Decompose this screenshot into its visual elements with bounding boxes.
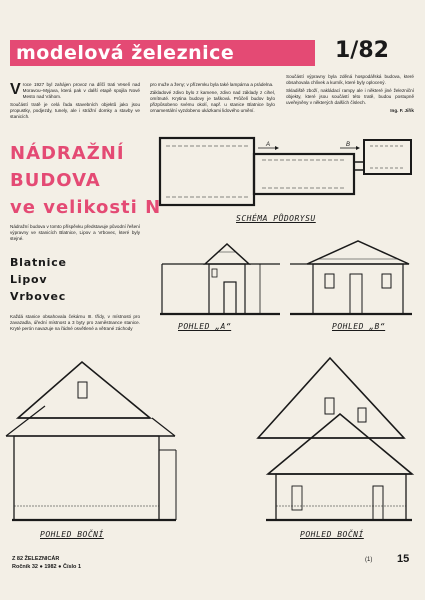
lead-paragraph: Nádražní budova v tomto příspěvku představuje původní řešení výpravny ve stanicích Blatnice, Lipov a Vrbovec, které byly stejné. bbox=[10, 224, 140, 242]
side-view-1-drawing bbox=[6, 362, 176, 520]
section-mark-b: B bbox=[346, 142, 351, 148]
description-paragraph: Každá stanice obsahovala čekárnu III. třídy, v místnosti pro zavazadla, úřední místnost a 3 byty pro zaměstnance stanice. Kryté perón navazuje na řádné osvětlené a větrané záchody bbox=[10, 314, 140, 332]
headline-line-1: NÁDRAŽNÍ bbox=[10, 143, 125, 164]
headline-line-3: ve velikosti N bbox=[10, 197, 162, 218]
magazine-banner: modelová železnice bbox=[10, 40, 315, 66]
author-signature: Ing. F. Jiřík bbox=[390, 108, 414, 114]
caption-side-view-1: POHLED BOČNÍ bbox=[40, 530, 104, 539]
station-name: Blatnice bbox=[10, 256, 67, 269]
station-name: Lipov bbox=[10, 273, 48, 286]
dropcap: V bbox=[10, 81, 21, 98]
caption-floor-plan: SCHÉMA PŮDORYSU bbox=[236, 214, 316, 223]
footer-magazine-name: Z 82 ŽELEZNICÁR bbox=[12, 556, 60, 562]
issue-number: 1/82 bbox=[335, 38, 389, 63]
side-view-2-drawing bbox=[258, 358, 412, 520]
footer-publication bbox=[12, 555, 81, 571]
page-number: 15 bbox=[397, 553, 410, 565]
headline-line-2: BUDOVA bbox=[10, 170, 101, 191]
caption-view-a: POHLED „A“ bbox=[178, 322, 232, 331]
col3-paragraph-1: Součástí výpravny byla zděná hospodářská budova, které obsahovala chlívek a kurník, které byly oplocený. bbox=[286, 74, 414, 86]
col2-paragraph-2: Základové zdivo bylo z kamene, zdivo nad základy z cihel, omítnuté. Krytina budovy je tašková. Průčelí budov bylo přizpůsobeno svému okolí, např. u stanice Blatnice bylo ornamentální vyzdobeno ukázkami lidového umění. bbox=[150, 90, 275, 114]
station-name: Vrbovec bbox=[10, 290, 67, 303]
footer-issue-number: (1) bbox=[365, 557, 373, 563]
footer-volume: Ročník 32 ● 1982 ● Číslo 1 bbox=[12, 564, 82, 570]
col2-paragraph-1: pro muže a ženy; v přízemku byla také lampárna a prádelna. bbox=[150, 82, 274, 87]
section-mark-a: A bbox=[266, 142, 271, 148]
view-b-drawing bbox=[290, 241, 412, 314]
caption-side-view-2: POHLED BOČNÍ bbox=[300, 530, 364, 539]
caption-view-b: POHLED „B“ bbox=[332, 322, 386, 331]
floor-plan-drawing bbox=[160, 138, 411, 205]
view-a-drawing bbox=[160, 244, 280, 314]
intro-paragraph-2: Součástí tratě je celá řada stavebních objektů jako jsou propustky, podjezdy, tunely, ale i strážní domky a stavby ve stanicích. bbox=[10, 102, 140, 120]
col3-paragraph-2: Skladiště zboží, nakládací rampy ale i některé jiné železniční objekty, které jsou součástí této tratě, budou postupně uveřejněny v některých dalších číslech. bbox=[286, 88, 414, 106]
intro-text-1: roce 1927 byl zahájen provoz na dílčí trati Veselí nad Moravou–Myjava, která pak v další etapě spojila Nové Mesto nad Váhom. bbox=[22, 82, 140, 100]
